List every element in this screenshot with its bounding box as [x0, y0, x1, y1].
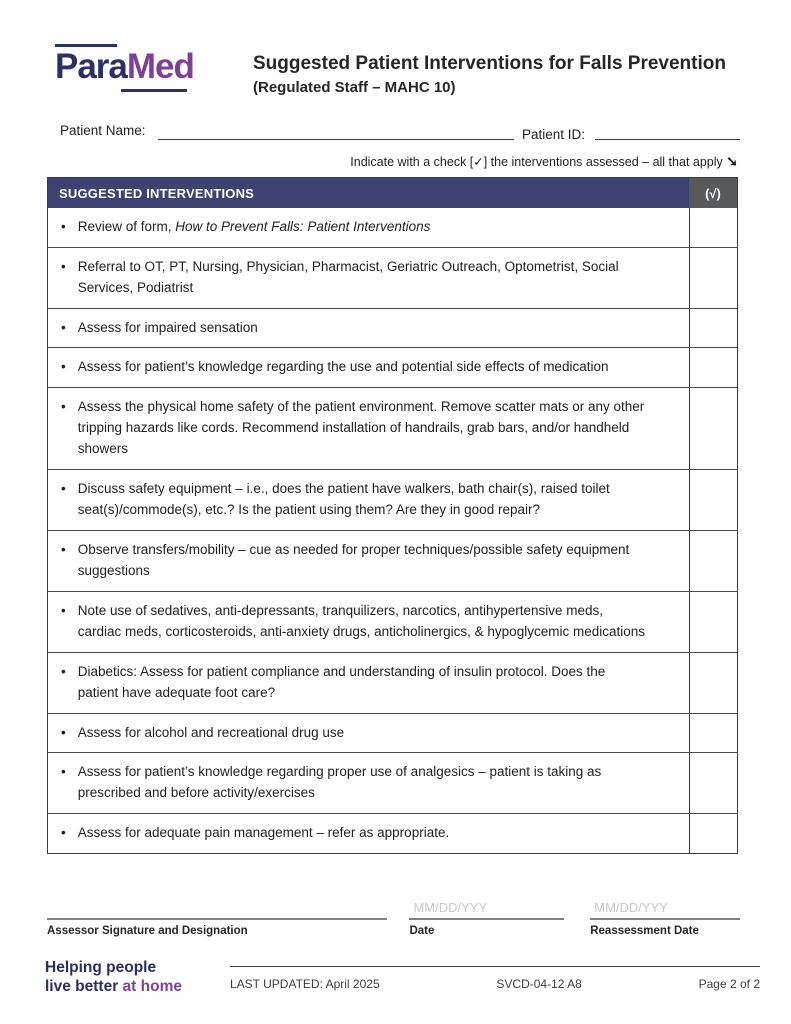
intervention-cell [48, 714, 689, 753]
intervention-text: Assess the physical home safety of the patient environment. Remove scatter mats or any other tripping hazards like cords. Recommend installation of handrails, grab bars, and/or handheld showers [77, 399, 645, 457]
intervention-text: Assess for patient’s knowledge regarding the use and potential side effects of medication [77, 359, 609, 375]
check-cell[interactable] [689, 592, 737, 652]
bullet-icon: • [61, 218, 66, 234]
patient-name-field[interactable] [158, 122, 514, 140]
check-instruction-text: Indicate with a check [✓] the interventions assessed – all that apply [350, 154, 723, 169]
signature-write-area[interactable] [47, 900, 387, 918]
intervention-text-italic: How to Prevent Falls: Patient Interventions [175, 218, 431, 234]
intervention-cell [48, 470, 689, 530]
bullet-icon: • [61, 724, 66, 740]
logo-part-para: Para [55, 47, 127, 86]
date-label: Date [409, 925, 435, 938]
intervention-text: Note use of sedatives, anti-depressants, tranquilizers, narcotics, antihypertensive meds, cardiac meds, corticosteroids, anti-anxiety drugs, anticholinergics, & hypoglycemic medications [77, 602, 645, 639]
table-body [48, 208, 737, 853]
intervention-cell [48, 814, 689, 853]
page-title: Suggested Patient Interventions for Falls Prevention [253, 53, 726, 74]
bullet-icon: • [61, 359, 66, 375]
check-cell[interactable] [689, 309, 737, 348]
bullet-icon: • [61, 541, 66, 557]
paramed-logo [55, 40, 195, 94]
tagline-line2-purple: at home [122, 978, 182, 996]
tagline-line2-navy: live better [45, 978, 119, 996]
table-row [48, 308, 737, 348]
signature-line[interactable] [47, 918, 387, 920]
interventions-table [47, 177, 738, 854]
table-row [48, 347, 737, 387]
intervention-cell [48, 348, 689, 387]
bullet-icon: • [61, 764, 66, 780]
table-row [48, 247, 737, 308]
logo-top-rule [55, 44, 117, 47]
bullet-icon: • [61, 399, 66, 415]
brand-tagline [45, 958, 182, 997]
bullet-icon: • [61, 602, 66, 618]
page-header [0, 0, 791, 96]
bullet-icon: • [61, 258, 66, 274]
intervention-text: Assess for patient’s knowledge regarding proper use of analgesics – patient is taking as prescribed and before activity/exercises [77, 764, 602, 801]
table-row [48, 752, 737, 813]
footer-bar [230, 966, 760, 991]
check-instruction [0, 153, 738, 170]
check-cell[interactable] [689, 248, 737, 308]
table-row [48, 813, 737, 853]
intervention-text: Diabetics: Assess for patient compliance and understanding of insulin protocol. Does the patient have adequate foot care? [77, 663, 606, 700]
intervention-cell [48, 753, 689, 813]
check-cell[interactable] [689, 348, 737, 387]
reassessment-date-block [590, 900, 740, 937]
intervention-cell [48, 208, 689, 247]
logo-part-med: Med [126, 47, 194, 86]
intervention-text: Assess for impaired sensation [77, 319, 258, 335]
intervention-cell [48, 592, 689, 652]
patient-identification-row [60, 122, 740, 140]
signature-section [47, 900, 740, 937]
table-header-row [48, 178, 737, 208]
intervention-cell [48, 388, 689, 469]
table-row [48, 652, 737, 713]
table-row [48, 387, 737, 469]
bullet-icon: • [61, 825, 66, 841]
check-cell[interactable] [689, 653, 737, 713]
intervention-text: Discuss safety equipment – i.e., does the patient have walkers, bath chair(s), raised toilet seat(s)/commode(s), etc.? Is the patient using them? Are they in good repair? [77, 481, 610, 518]
bullet-icon: • [61, 481, 66, 497]
reassessment-date-line[interactable] [590, 918, 740, 920]
intervention-cell [48, 248, 689, 308]
interventions-column-header: SUGGESTED INTERVENTIONS [48, 178, 689, 208]
logo-text [55, 49, 195, 84]
bullet-icon: • [61, 319, 66, 335]
intervention-cell [48, 309, 689, 348]
tagline-line1: Helping people [45, 959, 157, 976]
intervention-text: Assess for alcohol and recreational drug use [77, 724, 345, 740]
page-number: Page 2 of 2 [698, 977, 760, 991]
intervention-text: Review of form, How to Prevent Falls: Patient Interventions [77, 218, 431, 234]
tagline-line2 [45, 977, 182, 996]
reassessment-date-label: Reassessment Date [590, 925, 699, 938]
southeast-arrow-icon: ➘ [726, 152, 738, 169]
date-block [409, 900, 564, 937]
intervention-text: Referral to OT, PT, Nursing, Physician, Pharmacist, Geriatric Outreach, Optometrist, Social Services, Podiatrist [77, 258, 619, 295]
last-updated-text: LAST UPDATED: April 2025 [230, 977, 380, 991]
check-cell[interactable] [689, 714, 737, 753]
check-cell[interactable] [689, 814, 737, 853]
intervention-text: Observe transfers/mobility – cue as needed for proper techniques/possible safety equipment suggestions [77, 541, 630, 578]
patient-id-label: Patient ID: [521, 126, 585, 142]
logo-bottom-rule [121, 89, 187, 92]
assessor-signature-label: Assessor Signature and Designation [47, 925, 248, 938]
intervention-cell [48, 653, 689, 713]
page-subtitle: (Regulated Staff – MAHC 10) [253, 78, 456, 96]
table-row [48, 591, 737, 652]
check-column-header: (√) [689, 178, 737, 208]
document-code: SVCD-04-12 A8 [496, 977, 582, 991]
check-cell[interactable] [689, 388, 737, 469]
bullet-icon: • [61, 663, 66, 679]
patient-name-label: Patient Name: [60, 122, 146, 138]
check-cell[interactable] [689, 531, 737, 591]
reassessment-date-placeholder[interactable]: MM/DD/YYY [594, 900, 668, 916]
date-line[interactable] [409, 918, 564, 920]
intervention-text: Assess for adequate pain management – refer as appropriate. [77, 825, 450, 841]
table-row [48, 713, 737, 753]
date-placeholder[interactable]: MM/DD/YYY [413, 900, 488, 916]
assessor-signature-block [47, 900, 387, 937]
check-cell[interactable] [689, 470, 737, 530]
table-row [48, 530, 737, 591]
check-cell[interactable] [689, 208, 737, 247]
table-row [48, 469, 737, 530]
patient-id-field[interactable] [595, 122, 740, 140]
title-block [253, 40, 726, 96]
check-cell[interactable] [689, 753, 737, 813]
intervention-cell [48, 531, 689, 591]
table-row [48, 208, 737, 247]
